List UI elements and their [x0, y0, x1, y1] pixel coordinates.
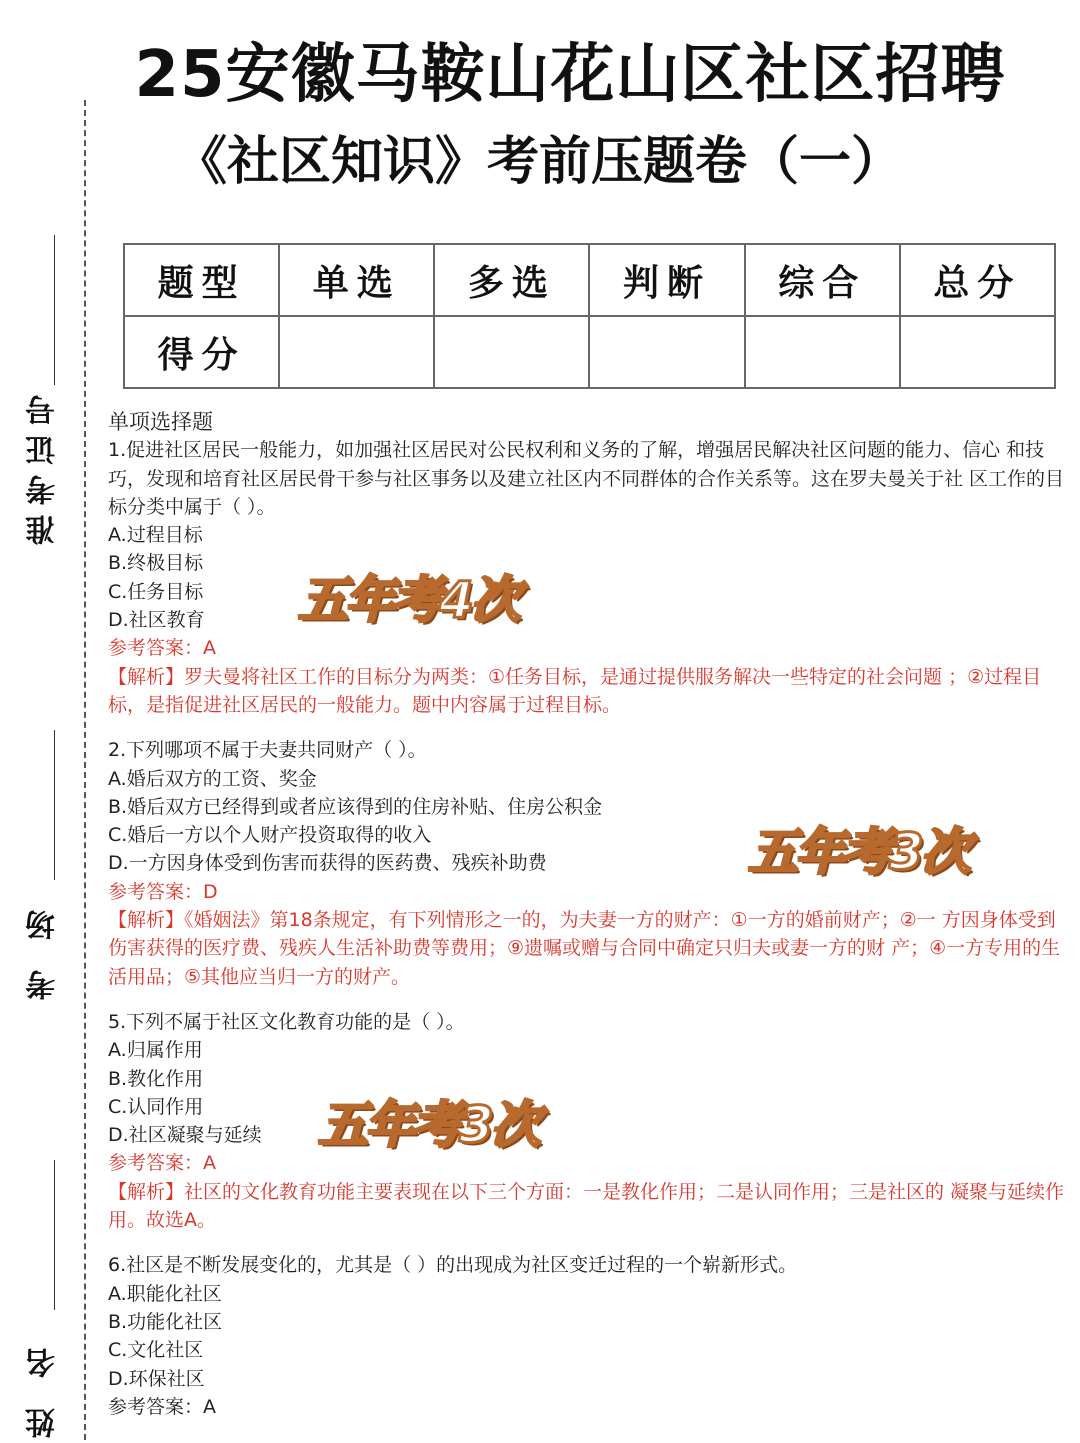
frequency-stamp: 五年考3次 [748, 823, 968, 881]
score-header-cell: 总分 [900, 244, 1055, 316]
cut-line-divider [84, 100, 86, 1440]
score-table-header-row [124, 244, 1055, 316]
score-cell[interactable] [745, 316, 900, 388]
exam-id-label: 准考证号 [26, 385, 61, 545]
score-header-cell: 多选 [434, 244, 589, 316]
question-block [108, 1008, 1068, 1234]
score-table-score-row [124, 316, 1055, 388]
answer: 参考答案：A [108, 1395, 216, 1418]
option: D.社区凝聚与延续 [108, 1124, 262, 1147]
option: D.社区教育 [108, 609, 205, 632]
answer: 参考答案：A [108, 637, 216, 660]
score-header-cell: 判断 [589, 244, 744, 316]
score-row-label: 得分 [124, 316, 279, 388]
option: C.认同作用 [108, 1095, 204, 1118]
score-header-cell: 题型 [124, 244, 279, 316]
option: B.终极目标 [108, 552, 204, 575]
analysis: 【解析】《婚姻法》第18条规定，有下列情形之一的，为夫妻一方的财产：①一方的婚前财产；②一 方因身体受到伤害获得的医疗费、残疾人生活补助费等费用；⑨遗嘱或赠与合同中确定只归夫或妻一方的财 产；④一方专用的生活用品；⑤其他应当归一方的财产。 [108, 909, 1061, 988]
name-label: 姓名 [26, 1318, 61, 1438]
option: C.任务目标 [108, 580, 204, 603]
question-stem: 6.社区是不断发展变化的，尤其是（ ）的出现成为社区变迁过程的一个崭新形式。 [108, 1254, 798, 1277]
score-cell[interactable] [279, 316, 434, 388]
option: D.一方因身体受到伤害而获得的医药费、残疾补助费 [108, 852, 547, 875]
option: A.过程目标 [108, 524, 203, 547]
score-cell[interactable] [900, 316, 1055, 388]
exam-id-rule [54, 235, 55, 385]
option: A.职能化社区 [108, 1282, 222, 1305]
option: C.文化社区 [108, 1339, 204, 1362]
frequency-stamp: 五年考4次 [298, 571, 518, 629]
analysis: 【解析】罗夫曼将社区工作的目标分为两类：①任务目标，是通过提供服务解决一些特定的社会问题 ；②过程目标，是指促进社区居民的一般能力。题中内容属于过程目标。 [108, 665, 1042, 716]
name-rule [54, 1160, 55, 1310]
question-block [108, 436, 1068, 719]
option: B.功能化社区 [108, 1310, 223, 1333]
question-stem: 1.促进社区居民一般能力，如加强社区居民对公民权利和义务的了解，增强居民解决社区问题的能力、信心 和技巧，发现和培育社区居民骨干参与社区事务以及建立社区内不同群体的合作关系等。这在罗夫曼关于社 区工作的目标分类中属于（ ）。 [108, 439, 1065, 518]
option: D.环保社区 [108, 1367, 205, 1390]
question-stem: 2.下列哪项不属于夫妻共同财产（ ）。 [108, 739, 427, 762]
page-title: 25安徽马鞍山花山区社区招聘 [134, 38, 1006, 112]
option: B.婚后双方已经得到或者应该得到的住房补贴、住房公积金 [108, 795, 603, 818]
score-table [123, 243, 1056, 389]
analysis: 【解析】社区的文化教育功能主要表现在以下三个方面：一是教化作用；二是认同作用；三是社区的 凝聚与延续作用。故选A。 [108, 1180, 1065, 1232]
exam-room-label: 考场 [26, 880, 61, 1000]
frequency-stamp: 五年考3次 [318, 1096, 538, 1154]
option: A.归属作用 [108, 1039, 203, 1062]
answer: 参考答案：A [108, 1152, 216, 1175]
option: A.婚后双方的工资、奖金 [108, 767, 317, 790]
page-subtitle: 《社区知识》考前压题卷（一） [175, 132, 904, 192]
option: B.教化作用 [108, 1067, 204, 1090]
question-stem: 5.下列不属于社区文化教育功能的是（ ）。 [108, 1010, 465, 1033]
option: C.婚后一方以个人财产投资取得的收入 [108, 824, 432, 847]
score-cell[interactable] [589, 316, 744, 388]
question-block [108, 1251, 1068, 1421]
question-content [108, 408, 1068, 1421]
score-header-cell: 单选 [279, 244, 434, 316]
score-cell[interactable] [434, 316, 589, 388]
score-header-cell: 综合 [745, 244, 900, 316]
section-title: 单项选择题 [108, 410, 213, 434]
exam-room-rule [54, 730, 55, 880]
answer: 参考答案：D [108, 880, 218, 903]
